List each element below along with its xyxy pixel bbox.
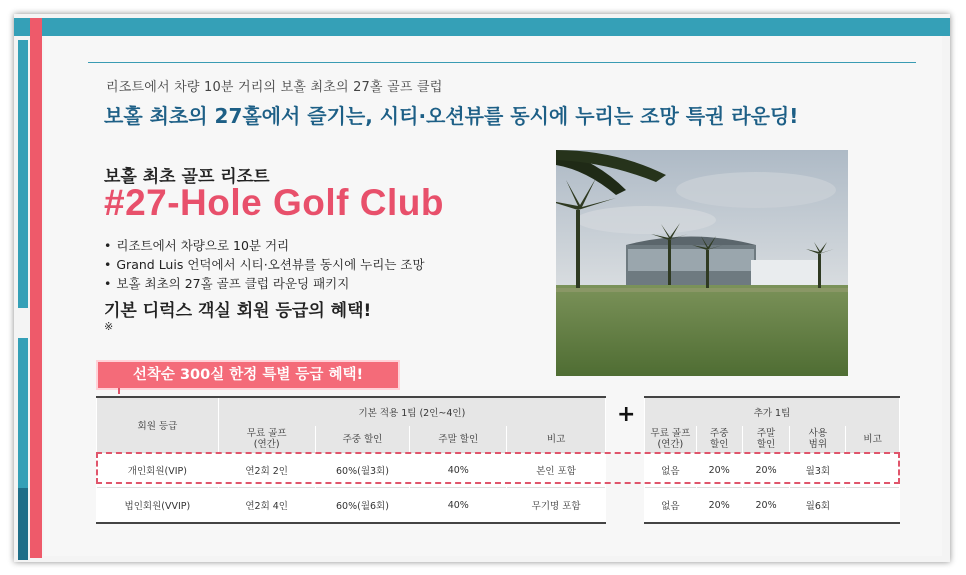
- header-divider: [88, 62, 916, 63]
- table-cell: 연2회 2인: [218, 453, 315, 488]
- special-offer-badge: 선착순 300실 한정 특별 등급 혜택!: [96, 360, 400, 390]
- table-cell: 20%: [742, 453, 790, 488]
- table-cell: 20%: [696, 488, 742, 524]
- col-weekend-discount: 주말 할인: [742, 426, 790, 453]
- table-cell: 20%: [742, 488, 790, 524]
- base-team-table: [96, 396, 606, 524]
- left-navy-stripe: [18, 488, 28, 560]
- table-cell: 60%(월6회): [315, 488, 410, 524]
- header-subtitle: 리조트에서 차량 10분 거리의 보홀 최초의 27홀 골프 클럽: [106, 80, 443, 95]
- col-weekday-discount: 주중 할인: [315, 426, 410, 453]
- note-mark: ※: [104, 320, 114, 333]
- feature-list: [104, 236, 425, 293]
- table-cell: 본인 포함: [507, 453, 606, 488]
- feature-item: • 리조트에서 차량으로 10분 거리: [104, 236, 425, 255]
- extra-team-table: [644, 396, 900, 524]
- col-free-golf: 무료 골프 (연간): [218, 426, 315, 453]
- base-team-header: 기본 적용 1팀 (2인~4인): [218, 397, 605, 426]
- table-row: [97, 488, 606, 524]
- benefit-heading: 기본 디럭스 객실 회원 등급의 혜택!: [104, 301, 372, 321]
- table-cell: 40%: [410, 488, 507, 524]
- table-cell: 20%: [696, 453, 742, 488]
- table-cell: 40%: [410, 453, 507, 488]
- table-cell: 없음: [645, 488, 697, 524]
- club-name: #27-Hole Golf Club: [104, 182, 444, 223]
- header-title: 보홀 최초의 27홀에서 즐기는, 시티·오션뷰를 동시에 누리는 조망 특권 라운딩!: [104, 104, 799, 128]
- member-grade-header: 회원 등급: [97, 397, 219, 453]
- table-cell: 없음: [645, 453, 697, 488]
- table-row: [97, 453, 606, 488]
- table-row: [645, 488, 900, 524]
- clubhouse-illustration: [556, 150, 848, 376]
- club-kicker: 보홀 최초 골프 리조트: [104, 167, 270, 187]
- col-remarks: 비고: [846, 426, 900, 453]
- col-remarks: 비고: [507, 426, 606, 453]
- table-cell: 무기명 포함: [507, 488, 606, 524]
- member-grade: 법인회원(VVIP): [97, 488, 219, 524]
- table-cell: 60%(월3회): [315, 453, 410, 488]
- col-weekday-discount: 주중 할인: [696, 426, 742, 453]
- left-pink-stripe: [30, 18, 42, 558]
- table-cell: 연2회 4인: [218, 488, 315, 524]
- table-row: [645, 453, 900, 488]
- clubhouse-photo: [556, 150, 848, 376]
- feature-item: • 보홀 최초의 27홀 골프 클럽 라운딩 패키지: [104, 274, 425, 293]
- col-weekend-discount: 주말 할인: [410, 426, 507, 453]
- table-cell: [846, 453, 900, 488]
- table-cell: [846, 488, 900, 524]
- table-cell: 월3회: [790, 453, 846, 488]
- table-cell: 월6회: [790, 488, 846, 524]
- plus-icon: +: [617, 402, 636, 427]
- feature-item: • Grand Luis 언덕에서 시티·오션뷰를 동시에 누리는 조망: [104, 255, 425, 274]
- left-teal-stripe-upper: [18, 40, 28, 308]
- extra-team-header: 추가 1팀: [645, 397, 900, 426]
- left-teal-stripe-lower: [18, 338, 28, 488]
- member-grade: 개인회원(VIP): [97, 453, 219, 488]
- top-teal-bar: [14, 18, 950, 36]
- col-free-golf: 무료 골프 (연간): [645, 426, 697, 453]
- col-usage-range: 사용 범위: [790, 426, 846, 453]
